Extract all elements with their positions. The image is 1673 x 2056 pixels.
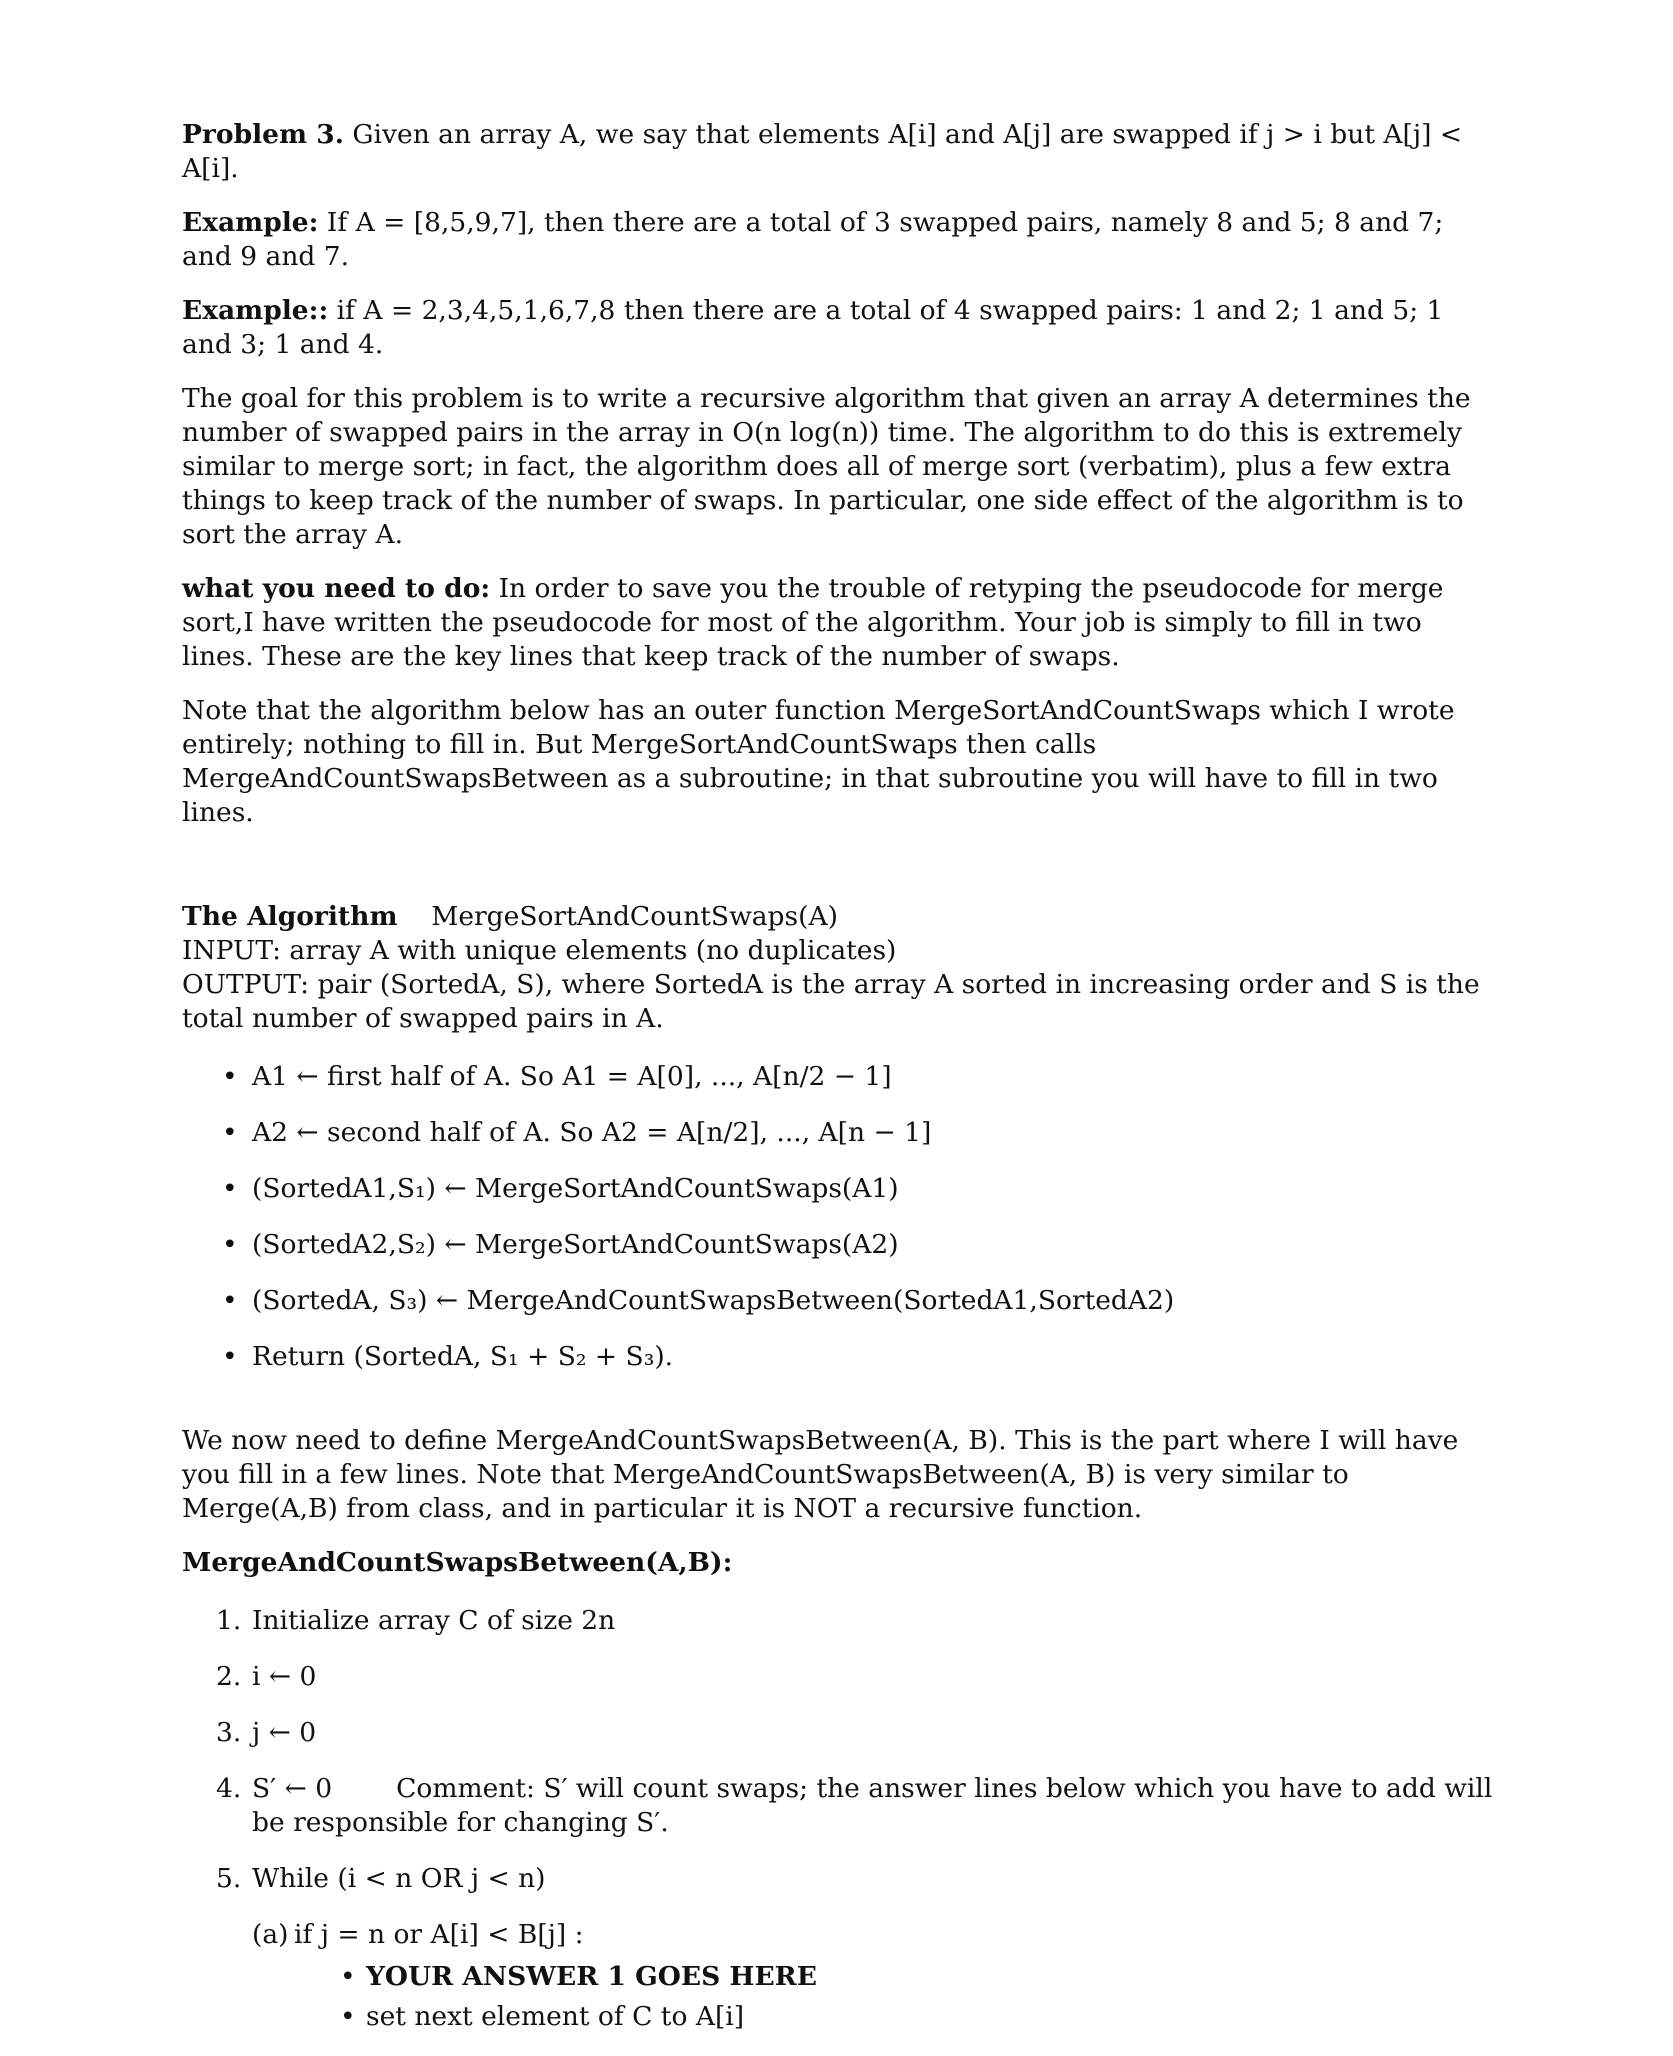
merge-step <box>216 1716 1494 1750</box>
goal-paragraph: The goal for this problem is to write a recursive algorithm that given an array A determines the number of swapped pairs in the array in O(n log(n)) time. The algorithm to do this is extremely similar to merge sort; in fact, the algorithm does all of merge sort (verbatim), plus a few extra things to keep track of the number of swaps. In particular, one side effect of the algorithm is to sort the array A. <box>182 383 1471 550</box>
problem-text: Given an array A, we say that elements A[i] and A[j] are swapped if j > i but A[j] < A[i]. <box>182 119 1463 184</box>
todo-paragraph <box>182 572 1494 674</box>
merge-step <box>216 1862 1494 2034</box>
example-2 <box>182 294 1494 362</box>
algorithm-step: • Return (SortedA, S₁ + S₂ + S₃). <box>252 1340 1494 1374</box>
merge-step <box>216 1772 1494 1840</box>
example-1-text: If A = [8,5,9,7], then there are a total of 3 swapped pairs, namely 8 and 5; 8 and 7; and 9 and 7. <box>182 207 1444 272</box>
algorithm-output: OUTPUT: pair (SortedA, S), where SortedA is the array A sorted in increasing order and S is the total number of swapped pairs in A. <box>182 969 1480 1034</box>
merge-step-number: 3. <box>216 1717 242 1748</box>
todo-label: what you need to do: <box>182 573 491 604</box>
algorithm-step: • (SortedA2,S₂) ← MergeSortAndCountSwaps(A2) <box>252 1228 1494 1262</box>
example-2-text: if A = 2,3,4,5,1,6,7,8 then there are a total of 4 swapped pairs: 1 and 2; 1 and 5; 1 and 3; 1 and 4. <box>182 295 1444 360</box>
merge-heading <box>182 1546 1494 1580</box>
merge-step-comment: Comment: S′ will count swaps; the answer lines below which you have to add will be responsible for changing S′. <box>252 1773 1493 1838</box>
example-1 <box>182 206 1494 274</box>
example-1-label: Example: <box>182 207 319 238</box>
inner-step: • set next element of C to A[i] <box>366 2000 1494 2034</box>
merge-step <box>216 1604 1494 1638</box>
merge-step-number: 4. <box>216 1773 242 1804</box>
merge-step-text: Initialize array C of size 2n <box>252 1605 616 1636</box>
merge-step <box>216 1660 1494 1694</box>
merge-steps <box>182 1604 1494 2034</box>
merge-step-text: While (i < n OR j < n) <box>252 1863 546 1894</box>
merge-substep-number: (a) <box>252 1919 289 1950</box>
merge-step-text: S′ ← 0 <box>252 1773 333 1804</box>
example-2-label: Example:: <box>182 295 329 326</box>
algorithm-section <box>182 900 1494 1374</box>
algorithm-step: • A2 ← second half of A. So A2 = A[n/2], ..., A[n − 1] <box>252 1116 1494 1150</box>
note-paragraph: Note that the algorithm below has an outer function MergeSortAndCountSwaps which I wrote entirely; nothing to fill in. But MergeSortAndCountSwaps then calls MergeAndCountSwapsBetween as a subroutine; in that subroutine you will have to fill in two lines. <box>182 695 1455 828</box>
algorithm-title <box>182 900 1494 934</box>
algorithm-name: MergeSortAndCountSwaps(A) <box>431 901 838 932</box>
algorithm-step: • (SortedA1,S₁) ← MergeSortAndCountSwaps(A1) <box>252 1172 1494 1206</box>
answer-1-text: YOUR ANSWER 1 GOES HERE <box>366 1961 817 1992</box>
define-paragraph: We now need to define MergeAndCountSwapsBetween(A, B). This is the part where I will have you fill in a few lines. Note that MergeAndCountSwapsBetween(A, B) is very similar to Merge(A,B) from class, and in particular it is NOT a recursive function. <box>182 1425 1459 1524</box>
document-page <box>182 118 1494 2056</box>
merge-substep-text: if j = n or A[i] < B[j] : <box>294 1919 584 1950</box>
algorithm-step: • A1 ← first half of A. So A1 = A[0], ..., A[n/2 − 1] <box>252 1060 1494 1094</box>
todo-text: In order to save you the trouble of retyping the pseudocode for merge sort,I have written the pseudocode for most of the algorithm. Your job is simply to fill in two lines. These are the key lines that keep track of the number of swaps. <box>182 573 1444 672</box>
algorithm-label: The Algorithm <box>182 901 398 932</box>
algorithm-steps <box>182 1060 1494 1374</box>
algorithm-step: • (SortedA, S₃) ← MergeAndCountSwapsBetween(SortedA1,SortedA2) <box>252 1284 1494 1318</box>
problem-statement <box>182 118 1494 186</box>
merge-step-number: 5. <box>216 1863 242 1894</box>
merge-step-text: j ← 0 <box>252 1717 317 1748</box>
merge-step-text: i ← 0 <box>252 1661 317 1692</box>
merge-step-number: 2. <box>216 1661 242 1692</box>
merge-inner-list <box>366 1960 1494 2034</box>
merge-substep <box>252 1918 1494 2034</box>
merge-heading-text: MergeAndCountSwapsBetween(A,B): <box>182 1547 733 1578</box>
merge-step-number: 1. <box>216 1605 242 1636</box>
algorithm-input: INPUT: array A with unique elements (no duplicates) <box>182 935 897 966</box>
problem-label: Problem 3. <box>182 119 344 150</box>
answer-placeholder <box>366 1960 1494 1994</box>
